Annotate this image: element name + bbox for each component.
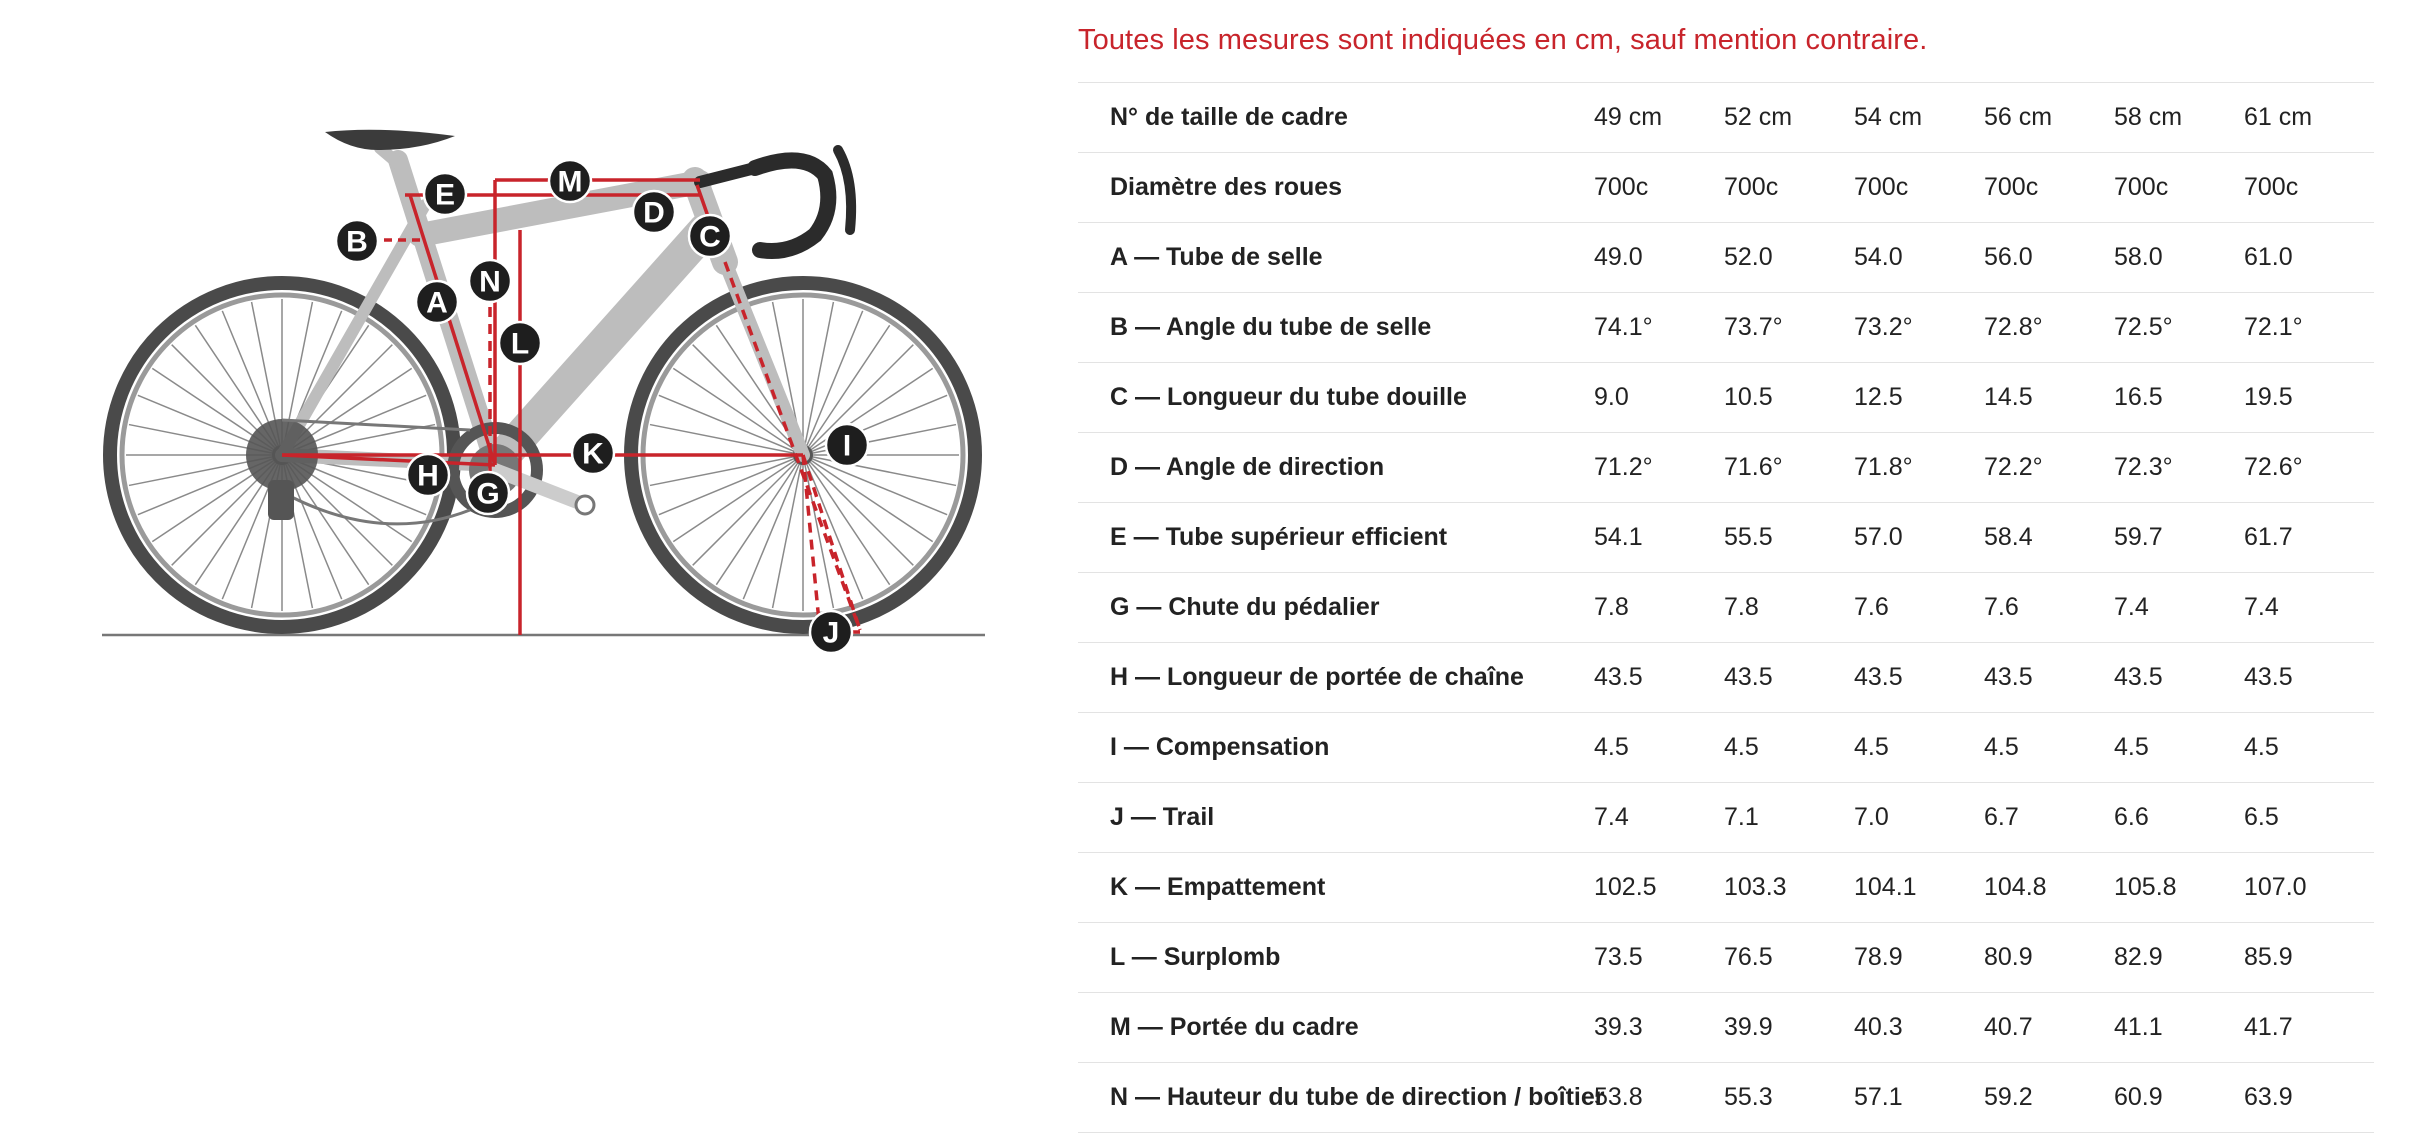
row-value: 7.8 — [1594, 573, 1724, 643]
bike-geometry-diagram — [0, 0, 1020, 680]
row-value: 73.7° — [1724, 293, 1854, 363]
row-value: 61.0 — [2244, 223, 2374, 293]
geometry-table — [1078, 82, 2374, 1133]
size-54-header: 54 cm — [1854, 83, 1984, 153]
geometry-table-body — [1078, 83, 2374, 1133]
saddle — [325, 130, 455, 150]
row-value: 43.5 — [1594, 643, 1724, 713]
badge-c — [689, 215, 731, 257]
row-value: 43.5 — [1724, 643, 1854, 713]
badge-e — [424, 173, 466, 215]
badge-letter: J — [822, 616, 840, 650]
row-value: 19.5 — [2244, 363, 2374, 433]
row-value: 39.3 — [1594, 993, 1724, 1063]
table-row — [1078, 923, 2374, 993]
row-value: 72.6° — [2244, 433, 2374, 503]
row-value: 7.1 — [1724, 783, 1854, 853]
row-value: 700c — [2114, 153, 2244, 223]
row-label: Diamètre des roues — [1078, 153, 1594, 223]
row-value: 7.8 — [1724, 573, 1854, 643]
row-value: 59.7 — [2114, 503, 2244, 573]
table-row — [1078, 1063, 2374, 1133]
row-value: 49.0 — [1594, 223, 1724, 293]
table-row — [1078, 783, 2374, 853]
row-value: 57.1 — [1854, 1063, 1984, 1133]
row-value: 107.0 — [2244, 853, 2374, 923]
row-value: 61.7 — [2244, 503, 2374, 573]
row-label: B — Angle du tube de selle — [1078, 293, 1594, 363]
table-row — [1078, 573, 2374, 643]
row-label: I — Compensation — [1078, 713, 1594, 783]
size-61-header: 61 cm — [2244, 83, 2374, 153]
row-value: 40.7 — [1984, 993, 2114, 1063]
table-row — [1078, 223, 2374, 293]
table-row — [1078, 503, 2374, 573]
row-value: 6.5 — [2244, 783, 2374, 853]
row-value: 71.8° — [1854, 433, 1984, 503]
row-label: H — Longueur de portée de chaîne — [1078, 643, 1594, 713]
row-value: 72.5° — [2114, 293, 2244, 363]
row-value: 55.3 — [1724, 1063, 1854, 1133]
row-value: 55.5 — [1724, 503, 1854, 573]
row-value: 53.8 — [1594, 1063, 1724, 1133]
badge-m — [549, 160, 591, 202]
row-value: 72.2° — [1984, 433, 2114, 503]
row-value: 7.4 — [1594, 783, 1724, 853]
table-row — [1078, 853, 2374, 923]
row-value: 41.1 — [2114, 993, 2244, 1063]
row-value: 71.2° — [1594, 433, 1724, 503]
row-value: 57.0 — [1854, 503, 1984, 573]
row-value: 102.5 — [1594, 853, 1724, 923]
row-value: 59.2 — [1984, 1063, 2114, 1133]
units-note: Toutes les mesures sont indiquées en cm, sauf mention contraire. — [1078, 24, 1928, 56]
row-value: 72.3° — [2114, 433, 2244, 503]
row-value: 7.6 — [1984, 573, 2114, 643]
row-value: 54.1 — [1594, 503, 1724, 573]
row-value: 7.4 — [2244, 573, 2374, 643]
row-value: 71.6° — [1724, 433, 1854, 503]
row-value: 73.2° — [1854, 293, 1984, 363]
row-value: 4.5 — [2244, 713, 2374, 783]
bike-diagram-svg — [0, 0, 1020, 680]
table-row — [1078, 293, 2374, 363]
row-value: 14.5 — [1984, 363, 2114, 433]
badge-b — [336, 220, 378, 262]
row-value: 700c — [1724, 153, 1854, 223]
badge-letter: C — [699, 220, 721, 254]
row-value: 58.0 — [2114, 223, 2244, 293]
size-49-header: 49 cm — [1594, 83, 1724, 153]
row-value: 700c — [2244, 153, 2374, 223]
badge-a — [416, 281, 458, 323]
row-value: 9.0 — [1594, 363, 1724, 433]
row-value: 12.5 — [1854, 363, 1984, 433]
row-value: 78.9 — [1854, 923, 1984, 993]
table-row — [1078, 713, 2374, 783]
badge-letter: H — [417, 459, 439, 493]
badge-d — [633, 191, 675, 233]
row-value: 4.5 — [2114, 713, 2244, 783]
row-value: 7.0 — [1854, 783, 1984, 853]
badge-letter: G — [476, 477, 500, 511]
badge-n — [469, 260, 511, 302]
table-header-row — [1078, 83, 2374, 153]
row-value: 73.5 — [1594, 923, 1724, 993]
badge-letter: B — [346, 225, 368, 259]
row-label: C — Longueur du tube douille — [1078, 363, 1594, 433]
row-value: 85.9 — [2244, 923, 2374, 993]
row-value: 43.5 — [2114, 643, 2244, 713]
size-58-header: 58 cm — [2114, 83, 2244, 153]
badge-letter: K — [582, 437, 604, 471]
table-row — [1078, 363, 2374, 433]
badge-letter: N — [479, 265, 501, 299]
row-value: 40.3 — [1854, 993, 1984, 1063]
row-value: 10.5 — [1724, 363, 1854, 433]
table-row — [1078, 993, 2374, 1063]
row-label: M — Portée du cadre — [1078, 993, 1594, 1063]
row-value: 41.7 — [2244, 993, 2374, 1063]
row-value: 104.1 — [1854, 853, 1984, 923]
badge-g — [467, 472, 509, 514]
row-value: 103.3 — [1724, 853, 1854, 923]
row-label: E — Tube supérieur efficient — [1078, 503, 1594, 573]
row-value: 74.1° — [1594, 293, 1724, 363]
row-label: G — Chute du pédalier — [1078, 573, 1594, 643]
size-56-header: 56 cm — [1984, 83, 2114, 153]
row-value: 43.5 — [1854, 643, 1984, 713]
row-value: 56.0 — [1984, 223, 2114, 293]
row-value: 72.1° — [2244, 293, 2374, 363]
row-value: 43.5 — [2244, 643, 2374, 713]
row-value: 43.5 — [1984, 643, 2114, 713]
badge-i — [826, 424, 868, 466]
badge-k — [572, 432, 614, 474]
row-label: D — Angle de direction — [1078, 433, 1594, 503]
row-value: 80.9 — [1984, 923, 2114, 993]
row-label: A — Tube de selle — [1078, 223, 1594, 293]
badge-letter: L — [510, 327, 530, 361]
row-value: 4.5 — [1594, 713, 1724, 783]
row-value: 63.9 — [2244, 1063, 2374, 1133]
row-value: 72.8° — [1984, 293, 2114, 363]
row-label: L — Surplomb — [1078, 923, 1594, 993]
badge-letter: I — [842, 429, 852, 463]
row-value: 54.0 — [1854, 223, 1984, 293]
badge-letter: E — [434, 178, 456, 212]
row-label: N — Hauteur du tube de direction / boîtier — [1078, 1063, 1594, 1133]
size-52-header: 52 cm — [1724, 83, 1854, 153]
row-value: 6.6 — [2114, 783, 2244, 853]
row-value: 16.5 — [2114, 363, 2244, 433]
row-value: 7.4 — [2114, 573, 2244, 643]
table-row — [1078, 433, 2374, 503]
row-value: 58.4 — [1984, 503, 2114, 573]
table-row — [1078, 153, 2374, 223]
row-label: J — Trail — [1078, 783, 1594, 853]
row-value: 82.9 — [2114, 923, 2244, 993]
badge-j — [810, 611, 852, 653]
badge-l — [499, 322, 541, 364]
row-value: 60.9 — [2114, 1063, 2244, 1133]
badge-letter: M — [557, 165, 583, 199]
badge-letter: A — [426, 286, 448, 320]
row-value: 700c — [1594, 153, 1724, 223]
row-value: 7.6 — [1854, 573, 1984, 643]
row-value: 4.5 — [1854, 713, 1984, 783]
table-row — [1078, 643, 2374, 713]
row-value: 76.5 — [1724, 923, 1854, 993]
row-value: 39.9 — [1724, 993, 1854, 1063]
row-value: 4.5 — [1724, 713, 1854, 783]
row-value: 105.8 — [2114, 853, 2244, 923]
row-value: 6.7 — [1984, 783, 2114, 853]
row-value: 104.8 — [1984, 853, 2114, 923]
badge-h — [407, 454, 449, 496]
row-value: 52.0 — [1724, 223, 1854, 293]
row-value: 700c — [1854, 153, 1984, 223]
row-label: K — Empattement — [1078, 853, 1594, 923]
row-value: 4.5 — [1984, 713, 2114, 783]
badge-letter: D — [643, 196, 665, 230]
row-value: 700c — [1984, 153, 2114, 223]
geometry-panel — [1078, 0, 2374, 1133]
frame-size-label: N° de taille de cadre — [1078, 83, 1594, 153]
